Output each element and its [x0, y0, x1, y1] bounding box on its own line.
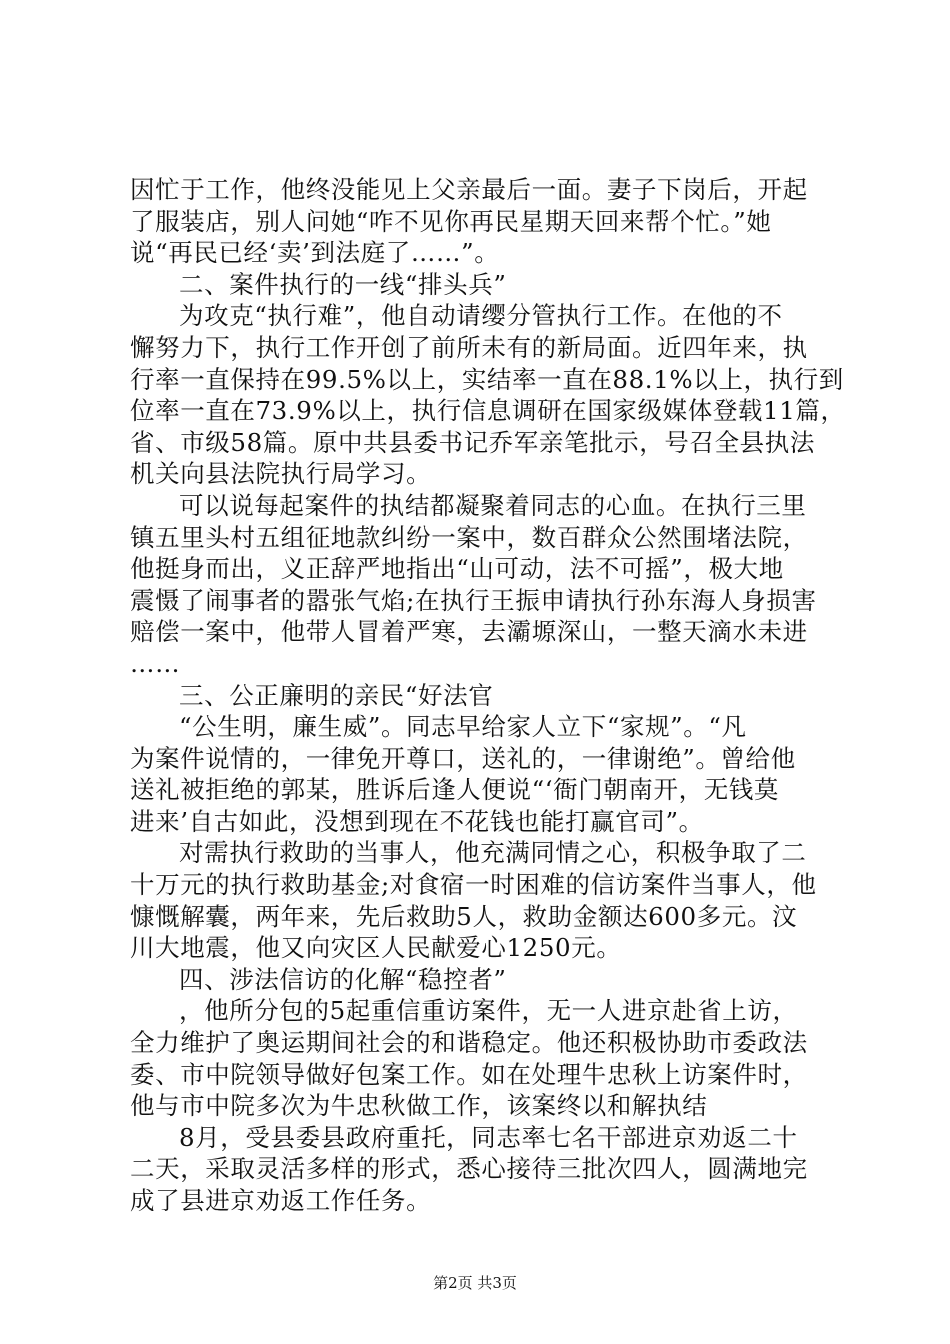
- text-line: 机关向县法院执行局学习。: [130, 459, 432, 489]
- text-line: 委、市中院领导做好包案工作。如在处理牛忠秋上访案件时，: [130, 1059, 808, 1089]
- text-line: 8月，受县委县政府重托，同志率七名干部进京劝返二十: [179, 1122, 798, 1152]
- text-line: 他挺身而出，义正辞严地指出“山可动，法不可摇”，极大地: [130, 554, 784, 584]
- text-line: 为攻克“执行难”，他自动请缨分管执行工作。在他的不: [179, 301, 783, 331]
- text-line: 川大地震，他又向灾区人民献爱心1250元。: [130, 933, 622, 963]
- text-line: 说“再民已经‘卖’到法庭了……”。: [130, 238, 500, 268]
- text-line: 可以说每起案件的执结都凝聚着同志的心血。在执行三里: [179, 490, 807, 520]
- text-line: 为案件说情的，一律免开尊口，送礼的，一律谢绝”。曾给他: [130, 743, 796, 773]
- text-line: ，他所分包的5起重信重访案件，无一人进京赴省上访，: [179, 996, 798, 1026]
- text-line: 位率一直在73.9%以上，执行信息调研在国家级媒体登载11篇，: [130, 396, 846, 426]
- text-line: 慷慨解囊，两年来，先后救助5人，救助金额达600多元。汶: [130, 901, 798, 931]
- section-heading: 四、涉法信访的化解“稳控者”: [179, 964, 507, 994]
- text-line: 全力维护了奥运期间社会的和谐稳定。他还积极协助市委政法: [130, 1028, 808, 1058]
- text-line: “公生明，廉生威”。同志早给家人立下“家规”。“凡: [179, 712, 747, 742]
- text-line: 了服装店，别人问她“咋不见你再民星期天回来帮个忙。”她: [130, 206, 772, 236]
- text-line: 成了县进京劝返工作任务。: [130, 1186, 432, 1215]
- text-line: 送礼被拒绝的郭某，胜诉后逢人便说“‘衙门朝南开，无钱莫: [130, 775, 780, 805]
- section-heading: 三、公正廉明的亲民“好法官: [179, 680, 494, 710]
- text-line: 二天，采取灵活多样的形式，悉心接待三批次四人，圆满地完: [130, 1154, 808, 1184]
- document-body: [130, 174, 846, 1217]
- text-line: 震慑了闹事者的嚣张气焰;在执行王振申请执行孙东海人身损害: [130, 585, 817, 615]
- text-line: 行率一直保持在99.5%以上，实结率一直在88.1%以上，执行到: [130, 364, 844, 394]
- text-line: 进来’自古如此，没想到现在不花钱也能打赢官司”。: [130, 806, 704, 836]
- text-line: 十万元的执行救助基金;对食宿一时困难的信访案件当事人，他: [130, 870, 817, 900]
- text-line: 省、市级58篇。原中共县委书记乔军亲笔批示，号召全县执法: [130, 427, 815, 457]
- page-number-footer: 第2页 共3页: [433, 1274, 517, 1292]
- text-line: ……: [130, 648, 181, 678]
- text-line: 镇五里头村五组征地款纠纷一案中，数百群众公然围堵法院，: [130, 522, 808, 552]
- text-line: 赔偿一案中，他带人冒着严寒，去灞塬深山，一整天滴水未进: [130, 617, 808, 647]
- text-line: 因忙于工作，他终没能见上父亲最后一面。妻子下岗后，开起: [130, 175, 808, 204]
- section-heading: 二、案件执行的一线“排头兵”: [179, 269, 507, 299]
- text-line: 懈努力下，执行工作开创了前所未有的新局面。近四年来，执: [130, 332, 808, 362]
- text-line: 对需执行救助的当事人，他充满同情之心，积极争取了二: [179, 838, 807, 868]
- text-line: 他与市中院多次为牛忠秋做工作，该案终以和解执结: [130, 1091, 708, 1121]
